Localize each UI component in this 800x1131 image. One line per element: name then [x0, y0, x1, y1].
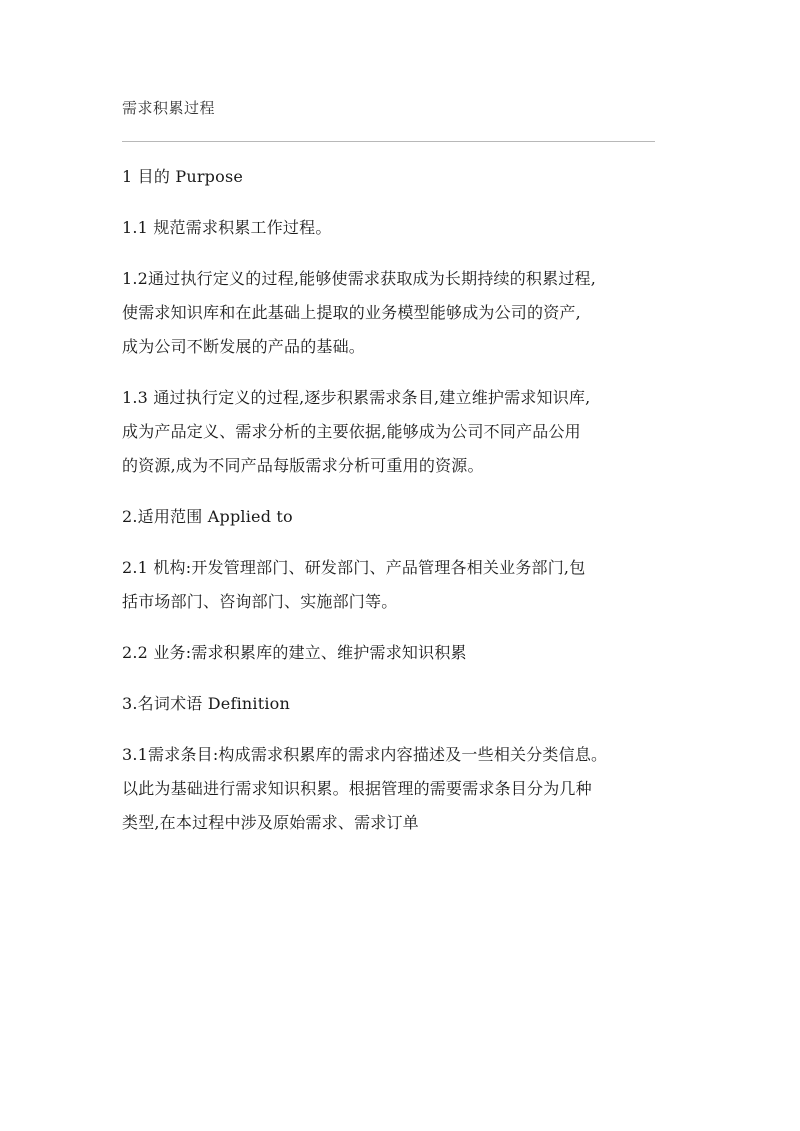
page-header-title: 需求积累过程 [122, 99, 216, 117]
paragraph-1-1: 1.1 规范需求积累工作过程。 [122, 218, 332, 237]
paragraph-line: 成为产品定义、需求分析的主要依据,能够成为公司不同产品公用 [122, 422, 581, 441]
paragraph-line: 1.3 通过执行定义的过程,逐步积累需求条目,建立维护需求知识库, [122, 388, 591, 407]
paragraph-2-2: 2.2 业务:需求积累库的建立、维护需求知识积累 [122, 643, 467, 662]
section-1-heading: 1 目的 Purpose [122, 167, 244, 186]
section-3-heading: 3.名词术语 Definition [122, 694, 290, 713]
header-divider [122, 141, 655, 142]
paragraph-line: 1.2通过执行定义的过程,能够使需求获取成为长期持续的积累过程, [122, 269, 597, 288]
paragraph-1-2 [122, 262, 667, 364]
paragraph-line: 使需求知识库和在此基础上提取的业务模型能够成为公司的资产, [122, 303, 581, 322]
paragraph-line: 以此为基础进行需求知识积累。根据管理的需要需求条目分为几种 [122, 779, 592, 798]
paragraph-line: 成为公司不断发展的产品的基础。 [122, 337, 366, 356]
paragraph-line: 3.1需求条目:构成需求积累库的需求内容描述及一些相关分类信息。 [122, 745, 608, 764]
document-body [122, 160, 667, 840]
section-2-heading: 2.适用范围 Applied to [122, 507, 293, 526]
paragraph-3-1 [122, 738, 667, 840]
paragraph-1-3 [122, 381, 667, 483]
paragraph-line: 括市场部门、咨询部门、实施部门等。 [122, 592, 398, 611]
paragraph-2-1 [122, 551, 667, 619]
paragraph-line: 类型,在本过程中涉及原始需求、需求订单 [122, 813, 419, 832]
paragraph-line: 2.1 机构:开发管理部门、研发部门、产品管理各相关业务部门,包 [122, 558, 586, 577]
paragraph-line: 的资源,成为不同产品每版需求分析可重用的资源。 [122, 456, 484, 475]
